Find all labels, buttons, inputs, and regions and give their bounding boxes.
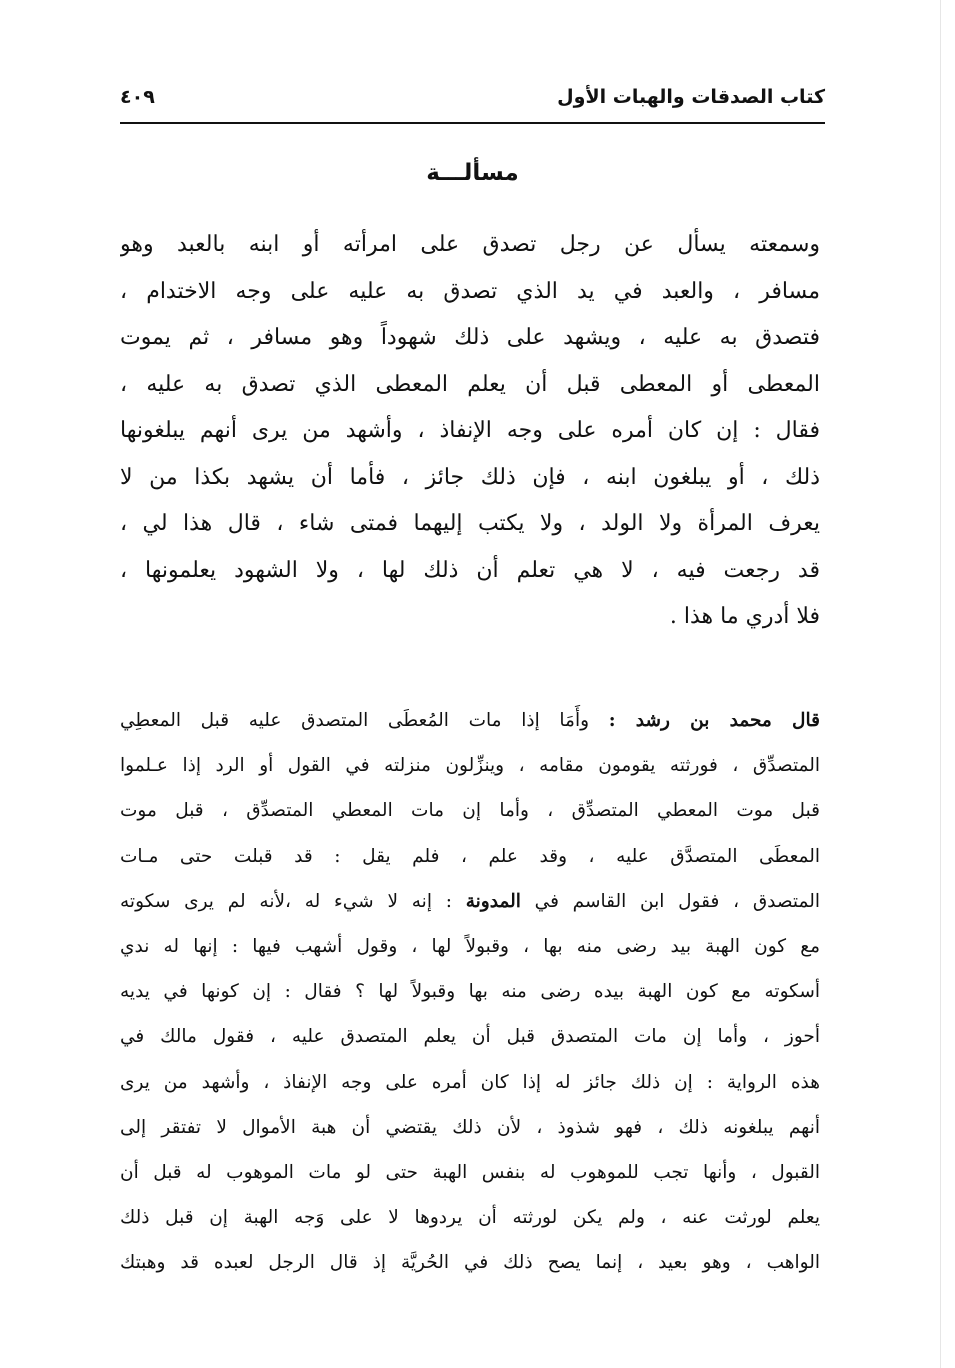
text-line: فلا أدري ما هذا . [669,604,820,629]
text-span: المتصدق ، فقول ابن القاسم في [520,890,820,912]
commentator-lead: قال محمد بن رشد : [608,710,820,731]
text-line: القبول ، وأنها تجب للموهوب له بنفس الهبة حتى لو مات الموهوب له قبل أن [120,1161,820,1183]
text-line: المتصدِّق ، فورثته يقومون مقامه ، وينزِّلون منزلته في القول أو الرد إذا عـلموا [120,755,820,777]
text-line: يعلم لورثت عنه ، ولم يكن لورثته أن يردوها لا على وَجه الهبة إن قبل ذلك [120,1207,820,1229]
text-line: مسافر ، والعبد في يد الذي تصدق به عليه على وجه الاختدام ، [120,278,820,304]
text-line: ذلك ، أو يبلغون ابنه ، فإن ذلك جائز ، فأما أن يشهد بكذا من لا [120,464,820,490]
text-line: فقال : إن كان أمره على وجه الإنفاذ ، وأشهد من يرى أنهم يبلغونها [120,418,820,443]
paragraph-question [120,222,820,641]
paragraph-commentary [120,698,820,1285]
text-line: قبل موت المعطي المتصدِّق ، وأما إن مات المعطي المتصدِّق ، قبل موت [120,800,820,822]
running-header [120,84,825,124]
page-edge-line [940,0,941,1368]
text-line: الواهب ، وهو بعيد ، إنما يصح ذلك في الحُريَّة إذ قال الرجل لعبده قد وهبتك [120,1252,820,1274]
text-line: مع كون الهبة بيد رضى منه بها ، وقبولاً لها ، وقول أشهب فيها : إنها له ندي [120,935,820,957]
text-span: وأَمَا إذا مات المُعطَى المتصدق عليه قبل المعطِي [120,710,609,731]
text-line: أحوز ، وأما إن مات المتصدق قبل أن يعلم المتصدق عليه ، فقول مالك في [120,1026,820,1048]
text-line [120,879,820,924]
text-line: هذه الرواية : إن ذلك جائز له إذا كان أمره على وجه الإنفاذ ، وأشهد من يرى [120,1071,820,1093]
text-line: أنهم يبلغونه ذلك ، فهو شذوذ ، لأن ذلك يقتضي أن هبة الأموال لا تفتقر إلى [120,1116,820,1138]
text-line: قد رجعت فيه ، لا هي تعلم أن ذلك لها ، ولا الشهود يعلمونها ، [120,557,820,583]
page-number: ٤٠٩ [120,86,155,108]
text-line: يعرف المرأة ولا الولد ، ولا يكتب إليهما فمتى شاء ، قال هذا لي ، [120,511,820,536]
source-name-bold: المدونة [465,890,521,912]
text-line: المعطى أو المعطى قبل أن يعلم المعطى الذي تصدق به عليه ، [120,371,820,397]
text-line: المعطَى المتصدَّق عليه ، وقد علم ، فلم يقل : قد قبلت حتى مـات [120,845,820,867]
text-line [120,698,820,743]
running-title: كتاب الصدقات والهبات الأول [557,86,825,108]
text-span: : إنه لا شيء له ،لأنه لم يرى سكوته [120,890,466,912]
text-line: وسمعته يسأل عن رجل تصدق على امرأته أو ابنه بالعبد وهو [120,232,820,257]
text-line: أسكوته مع كون الهبة بيده رضى منه بها وقبولاً لها ؟ فقال : إن كونها في يديه [120,981,820,1003]
text-line: فتصدق به عليه ، ويشهد على ذلك شهوداً وهو مسافر ، ثم يموت [120,325,820,350]
section-title: مسألـــة [426,160,519,186]
